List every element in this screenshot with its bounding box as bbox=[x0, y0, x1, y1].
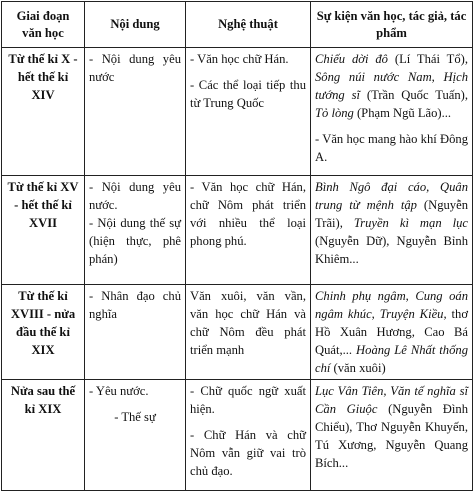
content-item: - Yêu nước. bbox=[89, 384, 149, 398]
header-art: Nghệ thuật bbox=[186, 2, 311, 48]
art-item: - Chữ quốc ngữ xuất hiện. bbox=[190, 384, 306, 416]
table-row bbox=[2, 176, 473, 285]
work-author: (Trần Quốc Tuấn), bbox=[359, 88, 469, 102]
header-row bbox=[2, 2, 473, 48]
content-item: - Nội dung yêu nước. bbox=[89, 180, 181, 212]
literature-table bbox=[1, 1, 473, 491]
content-cell bbox=[85, 285, 186, 380]
content-item: - Nội dung yêu nước bbox=[89, 52, 181, 84]
work-author: thơ Hồ Xuân Hương, Cao Bá Quát,... bbox=[315, 307, 468, 357]
work-title: Lục Vân Tiên, Văn tế nghĩa sĩ Cần Giuộc bbox=[315, 384, 468, 416]
works-cell bbox=[311, 380, 473, 491]
period-cell: Từ thế kỉ XVIII - nửa đầu thế kỉ XIX bbox=[2, 285, 85, 380]
period-cell: Nửa sau thế kỉ XIX bbox=[2, 380, 85, 491]
work-title: Bình Ngô đại cáo, Quân trung từ mệnh tập bbox=[315, 180, 468, 212]
work-title: Sông núi nước Nam, Hịch tướng sĩ bbox=[315, 70, 468, 102]
content-cell bbox=[85, 380, 186, 491]
work-author: (Nguyễn Đình Chiểu), Thơ Nguyễn Khuyến, Tú Xương, Nguyễn Quang Bích... bbox=[315, 402, 468, 470]
table-row bbox=[2, 380, 473, 491]
table-row bbox=[2, 48, 473, 176]
work-author: (Nguyễn Trãi), bbox=[315, 198, 468, 230]
header-content: Nội dung bbox=[85, 2, 186, 48]
art-cell bbox=[186, 380, 311, 491]
works-cell bbox=[311, 176, 473, 285]
table-row bbox=[2, 285, 473, 380]
art-cell bbox=[186, 176, 311, 285]
work-note: - Văn học mang hào khí Đông A. bbox=[315, 132, 468, 164]
art-item: - Văn học chữ Hán. bbox=[190, 52, 289, 66]
work-author: (Nguyễn Dữ), Nguyễn Bỉnh Khiêm... bbox=[315, 234, 468, 266]
work-title: Hoàng Lê Nhất thống chí bbox=[315, 343, 468, 375]
period-cell: Từ thế kỉ XV - hết thế kỉ XVII bbox=[2, 176, 85, 285]
art-item: - Các thể loại tiếp thu từ Trung Quốc bbox=[190, 78, 306, 110]
header-works: Sự kiện văn học, tác giả, tác phẩm bbox=[311, 2, 473, 48]
art-cell bbox=[186, 48, 311, 176]
works-cell bbox=[311, 285, 473, 380]
header-period: Giai đoạn văn học bbox=[2, 2, 85, 48]
work-title: Tỏ lòng bbox=[315, 106, 354, 120]
work-author: (văn xuôi) bbox=[330, 361, 386, 375]
work-title: Chinh phụ ngâm, Cung oán ngâm khúc, Truyện Kiều, bbox=[315, 289, 468, 321]
content-item: - Thế sự bbox=[114, 410, 156, 424]
content-cell bbox=[85, 48, 186, 176]
content-cell bbox=[85, 176, 186, 285]
art-cell bbox=[186, 285, 311, 380]
content-item: - Nội dung thế sự (hiện thực, phê phán) bbox=[89, 216, 181, 266]
works-cell bbox=[311, 48, 473, 176]
content-item: - Nhân đạo chủ nghĩa bbox=[89, 289, 181, 321]
work-title: Chiếu dời đô bbox=[315, 52, 388, 66]
work-author: (Lí Thái Tổ), bbox=[387, 52, 468, 66]
art-item: - Chữ Hán và chữ Nôm vẫn giữ vai trò chủ đạo. bbox=[190, 428, 306, 478]
period-cell: Từ thế kỉ X - hết thế kỉ XIV bbox=[2, 48, 85, 176]
work-author: (Phạm Ngũ Lão)... bbox=[353, 106, 452, 120]
art-item: Văn xuôi, văn vần, văn học chữ Hán và chữ Nôm đều phát triển mạnh bbox=[190, 289, 306, 357]
work-title: Truyền kì mạn lục bbox=[353, 216, 468, 230]
art-item: - Văn học chữ Hán, chữ Nôm phát triển với nhiều thể loại phong phú. bbox=[190, 180, 306, 248]
